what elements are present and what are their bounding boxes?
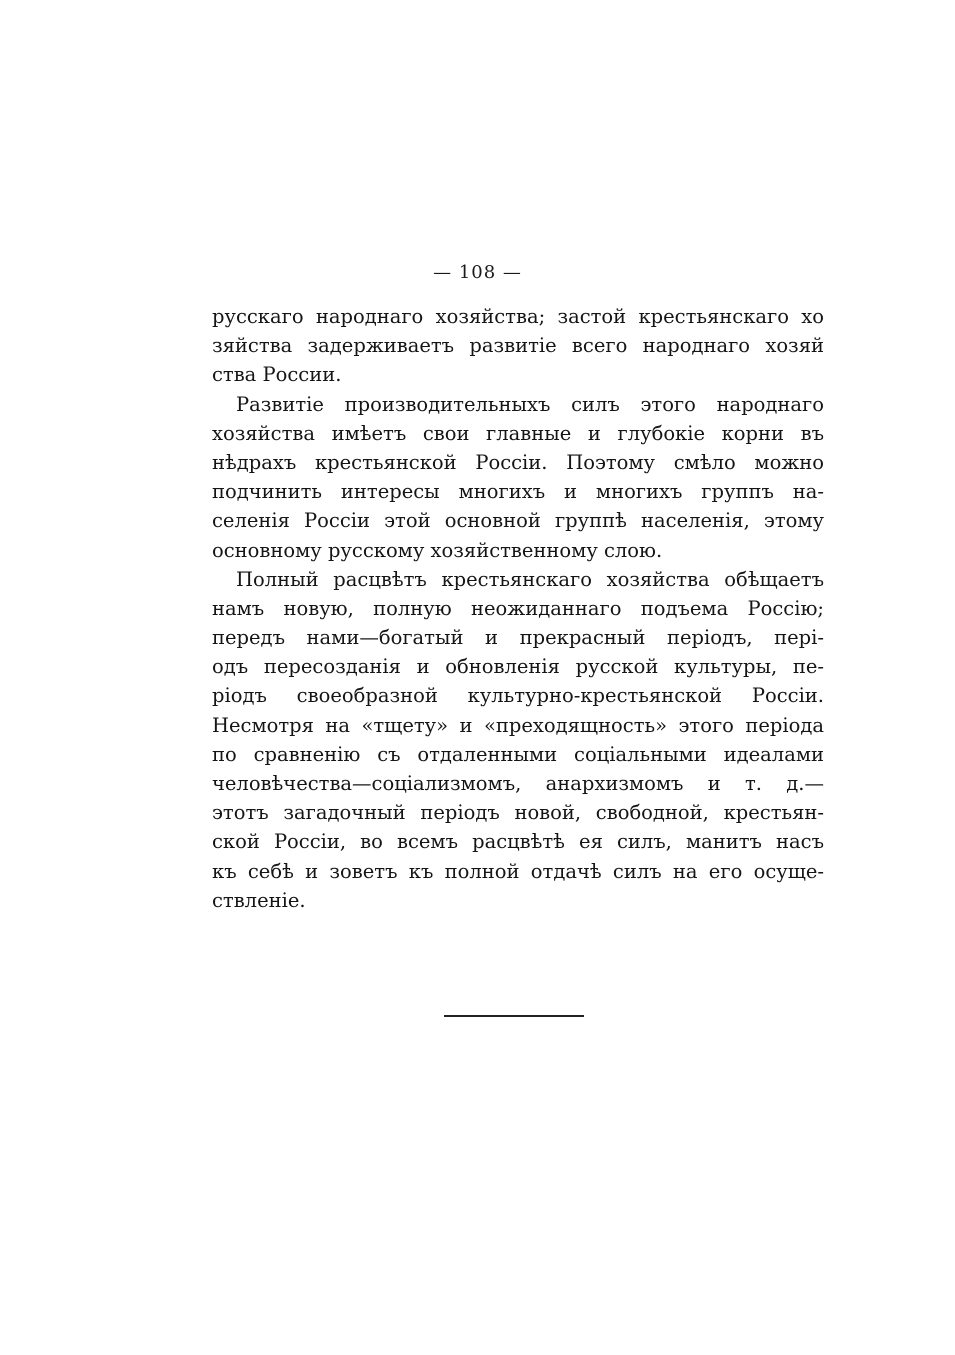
text-line: къ себѣ и зоветъ къ полной отдачѣ силъ на его осуще- (212, 859, 824, 883)
text-line: ства России. (212, 363, 342, 387)
text-line: русскаго народнаго хозяйства; застой крестьянскаго хо (212, 305, 824, 328)
paragraph-2 (212, 390, 824, 565)
body-text (212, 302, 824, 915)
text-line: Развитіе производительныхъ силъ этого народнаго (236, 392, 824, 416)
text-line: ствленіе. (212, 888, 306, 912)
page-number: — 108 — (433, 262, 522, 283)
text-line: передъ нами—богатый и прекрасный періодъ, пері- (212, 626, 824, 650)
text-line: селенія Россіи этой основной группѣ населенія, этому (212, 509, 824, 533)
text-line: этотъ загадочный періодъ новой, свободной, крестьян- (212, 801, 824, 825)
paragraph-1 (212, 302, 824, 390)
text-line: Полный расцвѣтъ крестьянскаго хозяйства обѣщаетъ (236, 567, 824, 591)
text-line: Несмотря на «тщету» и «преходящность» этого періода (212, 713, 824, 737)
paragraph-3 (212, 565, 824, 915)
text-line: зяйства задерживаетъ развитіе всего народнаго хозяй (212, 334, 824, 358)
text-line: подчинить интересы многихъ и многихъ группъ на- (212, 480, 824, 504)
text-line: ской Россіи, во всемъ расцвѣтѣ ея силъ, манитъ насъ (212, 830, 824, 854)
text-line: нѣдрахъ крестьянской Россіи. Поэтому смѣло можно (212, 450, 824, 474)
text-line: намъ новую, полную неожиданнаго подъема Россію; (212, 596, 824, 620)
text-line: основному русскому хозяйственному слою. (212, 538, 663, 562)
text-line: ріодъ своеобразной культурно-крестьянской Россіи. (212, 684, 824, 708)
end-rule-divider (444, 1015, 584, 1017)
text-line: хозяйства имѣетъ свои главные и глубокіе корни въ (212, 421, 824, 445)
text-line: одъ пересозданія и обновленія русской культуры, пе- (212, 655, 824, 679)
text-line: по сравненію съ отдаленными соціальными идеалами (212, 742, 824, 766)
text-line: человѣчества—соціализмомъ, анархизмомъ и т. д.— (212, 772, 824, 795)
